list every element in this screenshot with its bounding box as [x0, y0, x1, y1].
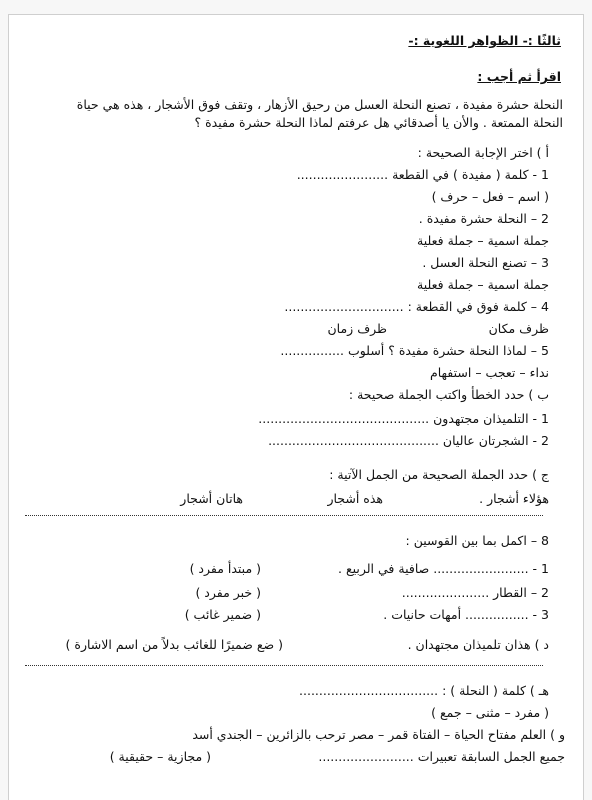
- question-a3-options: جملة اسمية – جملة فعلية: [417, 277, 549, 292]
- worksheet: [8, 14, 584, 800]
- question-8-2-hint: ( خبر مفرد ): [195, 585, 261, 600]
- question-a5-options: نداء – تعجب – استفهام: [430, 365, 549, 380]
- section-w-options: ( مجازية – حقيقية ): [109, 749, 211, 764]
- question-b1: 1 - التلميذان مجتهدون ...........................................: [258, 411, 549, 426]
- question-a2: 2 – النحلة حشرة مفيدة .: [418, 211, 549, 226]
- section-8-title: 8 – اكمل بما بين القوسين :: [405, 533, 549, 548]
- question-a5: 5 – لماذا النحلة حشرة مفيدة ؟ أسلوب ................: [280, 343, 549, 358]
- section-c-option-3: هاتان أشجار: [180, 491, 243, 506]
- section-h-text: هـ ) كلمة ( النحلة ) : ...................................: [299, 683, 549, 698]
- answer-line: [25, 515, 543, 516]
- question-a4-option-2: ظرف زمان: [327, 321, 387, 336]
- section-d-text: د ) هذان تلميذان مجتهدان .: [407, 637, 549, 652]
- section-c-option-1: هؤلاء أشجار .: [479, 491, 549, 506]
- question-8-2: 2 – القطار ......................: [401, 585, 549, 600]
- question-8-3-hint: ( ضمير غائب ): [184, 607, 261, 622]
- section-b-title: ب ) حدد الخطأ واكتب الجملة صحيحة :: [348, 387, 549, 402]
- section-w-line-2: جميع الجمل السابقة تعبيرات ........................: [318, 749, 565, 764]
- answer-line: [25, 665, 543, 666]
- section-c-title: ج ) حدد الجملة الصحيحة من الجمل الآتية :: [329, 467, 549, 482]
- section-w-line-1: و ) العلم مفتاح الحياة – الفتاة قمر – مصر ترحب بالزائرين – الجندي أسد: [192, 727, 565, 742]
- question-8-1: 1 - ........................ صافية في الربيع .: [338, 561, 549, 576]
- question-a4-option-1: ظرف مكان: [488, 321, 549, 336]
- section-d-hint: ( ضع ضميرًا للغائب بدلاً من اسم الاشارة ): [65, 637, 283, 652]
- question-b2: 2 - الشجرتان عاليان ...........................................: [268, 433, 549, 448]
- passage-line-2: النحلة الممتعة . والأن يا أصدقائي هل عرفتم لماذا النحلة حشرة مفيدة ؟: [194, 115, 563, 130]
- question-a1-options: ( اسم – فعل – حرف ): [431, 189, 549, 204]
- question-8-1-hint: ( مبتدأ مفرد ): [189, 561, 261, 576]
- section-h-options: ( مفرد – مثنى – جمع ): [431, 705, 549, 720]
- section-c-option-2: هذه أشجار: [327, 491, 383, 506]
- section-heading: ثالثًا :- الظواهر اللغوية :-: [408, 33, 561, 48]
- section-a-title: أ ) اختر الإجابة الصحيحة :: [417, 145, 549, 160]
- question-a2-options: جملة اسمية – جملة فعلية: [417, 233, 549, 248]
- question-a1: 1 - كلمة ( مفيدة ) في القطعة .......................: [296, 167, 549, 182]
- read-instruction: اقرأ ثم أجب :: [477, 69, 561, 84]
- question-a3: 3 – تصنع النحلة العسل .: [422, 255, 549, 270]
- passage-line-1: النحلة حشرة مفيدة ، تصنع النحلة العسل من رحيق الأزهار ، وتقف فوق الأشجار ، هذه هي حياة: [76, 97, 563, 112]
- question-a4: 4 – كلمة فوق في القطعة : ..............................: [284, 299, 549, 314]
- question-8-3: 3 - ................ أمهات حانيات .: [383, 607, 549, 622]
